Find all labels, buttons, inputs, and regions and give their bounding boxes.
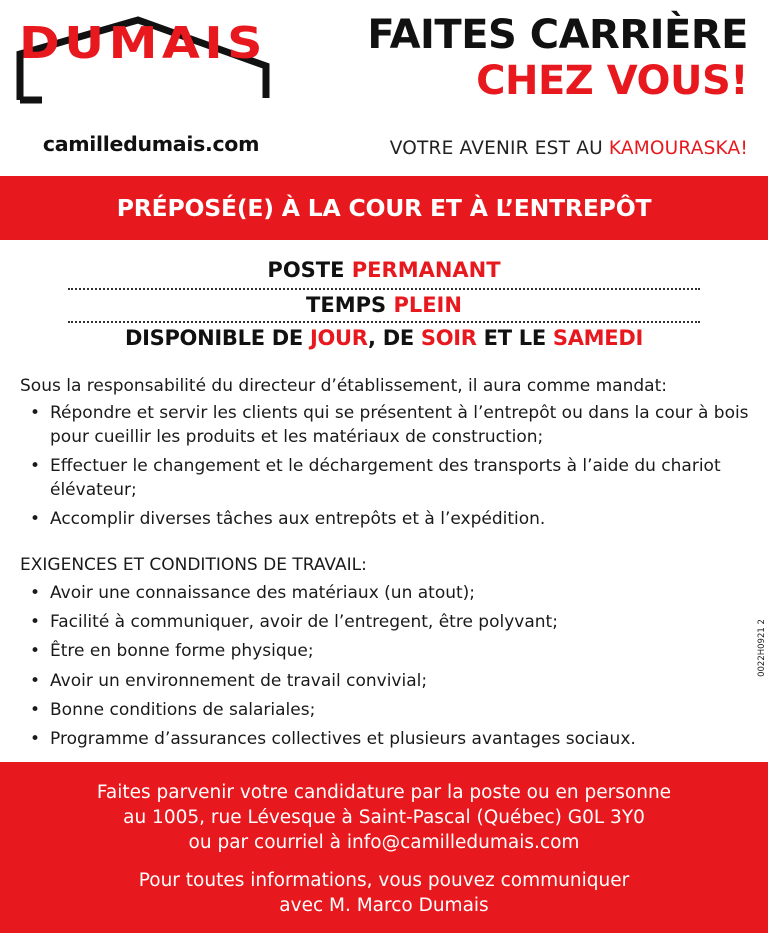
condition-availability bbox=[68, 326, 700, 350]
contact-info bbox=[0, 868, 768, 918]
headline-line-1: FAITES CARRIÈRE bbox=[367, 12, 748, 58]
mandate-intro: Sous la responsabilité du directeur d’établissement, il aura comme mandat: bbox=[20, 376, 667, 396]
condition-highlight: PERMANANT bbox=[351, 258, 501, 282]
condition-label: , DE bbox=[368, 326, 421, 350]
list-item: • Facilité à communiquer, avoir de l’entregent, être polyvant; bbox=[20, 610, 750, 634]
list-item: • Avoir un environnement de travail convivial; bbox=[20, 669, 750, 693]
contact-person: avec M. Marco Dumais bbox=[279, 895, 489, 916]
application-footer bbox=[0, 762, 768, 933]
contact-line: Pour toutes informations, vous pouvez communiquer bbox=[138, 870, 630, 891]
tagline-highlight: KAMOURASKA! bbox=[608, 138, 748, 159]
condition-highlight: SAMEDI bbox=[552, 326, 643, 350]
condition-highlight: SOIR bbox=[420, 326, 477, 350]
condition-label: ET LE bbox=[476, 326, 553, 350]
condition-label: TEMPS bbox=[306, 293, 394, 317]
condition-full-time bbox=[68, 293, 700, 317]
list-item: • Bonne conditions de salariales; bbox=[20, 698, 750, 722]
tagline-prefix: VOTRE AVENIR EST AU bbox=[389, 138, 609, 159]
job-title: PRÉPOSÉ(E) À LA COUR ET À L’ENTREPÔT bbox=[116, 194, 652, 222]
tagline bbox=[390, 138, 748, 159]
mandate-list bbox=[20, 401, 750, 536]
list-item: • Effectuer le changement et le déchargement des transports à l’aide du chariot élévateur; bbox=[20, 454, 750, 502]
condition-highlight: JOUR bbox=[309, 326, 369, 350]
apply-line: Faites parvenir votre candidature par la poste ou en personne bbox=[96, 782, 672, 803]
dotted-divider bbox=[68, 288, 700, 290]
requirements-title: EXIGENCES ET CONDITIONS DE TRAVAIL: bbox=[20, 555, 367, 575]
list-item: • Programme d’assurances collectives et plusieurs avantages sociaux. bbox=[20, 727, 750, 751]
apply-email[interactable]: ou par courriel à info@camilledumais.com bbox=[188, 832, 580, 853]
list-item: • Avoir une connaissance des matériaux (un atout); bbox=[20, 581, 750, 605]
list-item: • Être en bonne forme physique; bbox=[20, 639, 750, 663]
apply-instructions bbox=[0, 780, 768, 855]
list-item: • Accomplir diverses tâches aux entrepôts et à l’expédition. bbox=[20, 507, 750, 531]
condition-label: POSTE bbox=[267, 258, 352, 282]
job-title-banner bbox=[0, 176, 768, 240]
ad-reference-code bbox=[756, 613, 768, 683]
ad-reference-text: 0022H0921 2 bbox=[757, 619, 767, 677]
condition-highlight: PLEIN bbox=[393, 293, 462, 317]
website-url: camilledumais.com bbox=[42, 132, 260, 156]
condition-label: DISPONIBLE DE bbox=[125, 326, 310, 350]
logo-wordmark bbox=[14, 14, 272, 74]
headline-line-2: CHEZ VOUS! bbox=[476, 58, 748, 104]
headline bbox=[367, 12, 748, 104]
list-item: • Répondre et servir les clients qui se présentent à l’entrepôt ou dans la cour à bois pour cueillir les produits et les matériaux de construction; bbox=[20, 401, 750, 449]
requirements-list bbox=[20, 581, 750, 756]
dotted-divider bbox=[68, 321, 700, 323]
condition-permanent bbox=[68, 258, 700, 282]
company-logo bbox=[14, 14, 276, 164]
apply-address: au 1005, rue Lévesque à Saint-Pascal (Québec) G0L 3Y0 bbox=[123, 807, 645, 828]
logo-word-text: DUMAIS bbox=[19, 18, 267, 69]
